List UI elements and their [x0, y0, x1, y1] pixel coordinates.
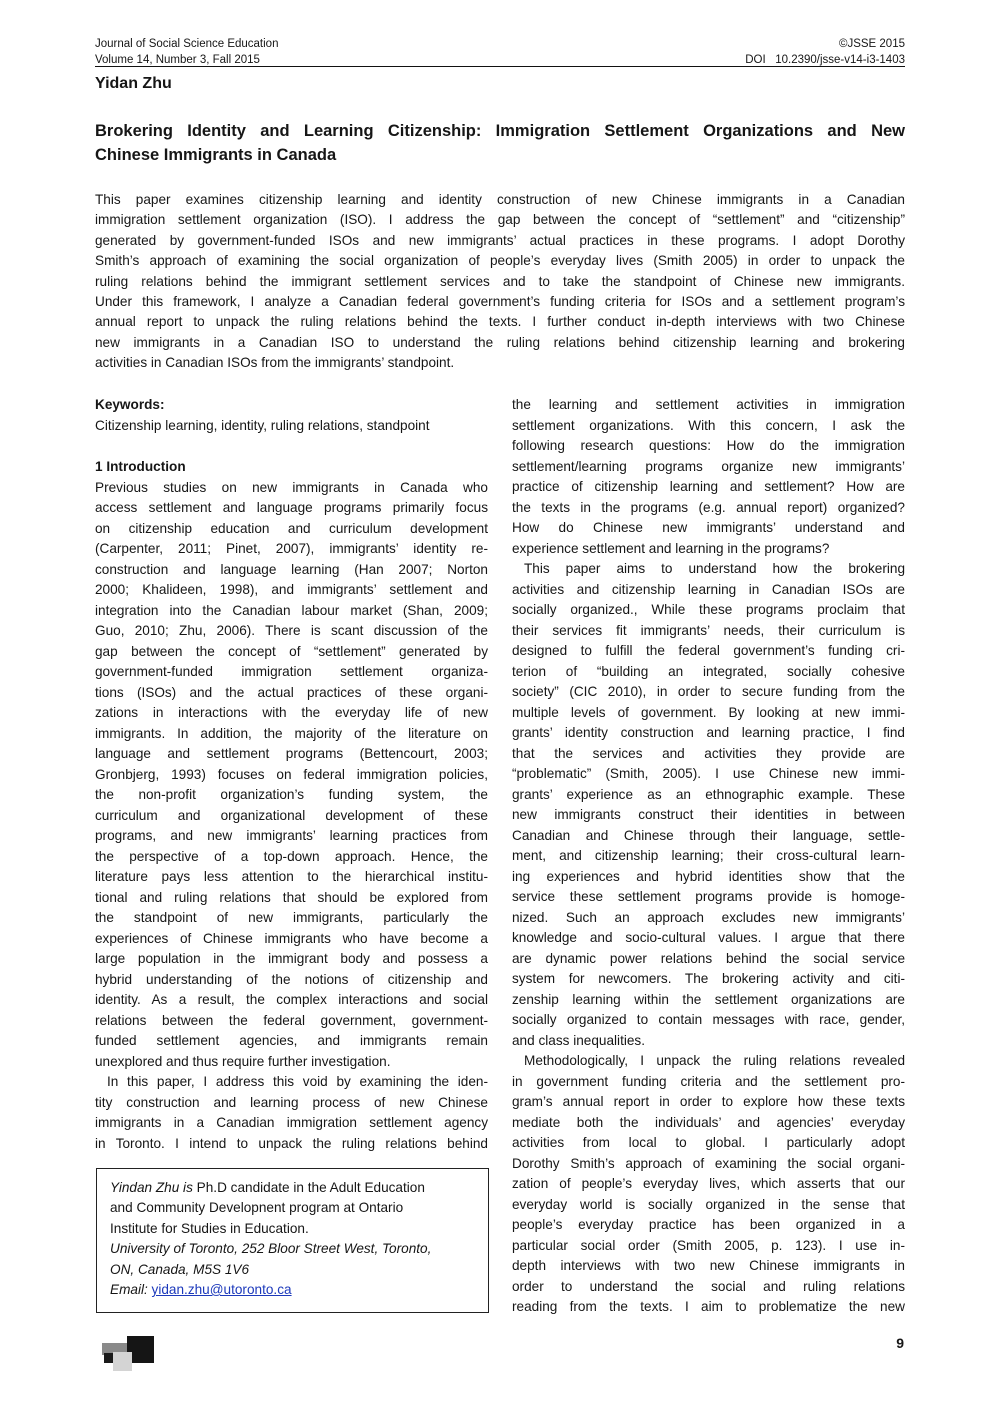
abstract-line: Smith’s approach of examining the social organization of people’s everyday lives (Smith 2005) in order to unpack the	[95, 253, 905, 269]
text-line: immigrants in a Canadian immigration settlement agency	[95, 1115, 488, 1130]
author-info-box	[96, 1168, 489, 1313]
text-line: zation of people’s everyday lives, which asserts that our	[512, 1176, 905, 1191]
text-line: practice of citizenship learning and settlement? How are	[512, 479, 905, 494]
abstract-line: new immigrants in a Canadian ISO to understand the ruling relations behind citizenship learning and brokering	[95, 334, 905, 350]
text-line: identity. As a result, the complex interactions and social	[95, 992, 488, 1007]
text-line: gram’s annual report in order to explore how these texts	[512, 1094, 905, 1109]
text-line: depth interviews with two new Chinese immigrants in	[512, 1258, 905, 1273]
text-line: socially organized., While these programs proclaim that	[512, 602, 905, 617]
text-line: in government funding criteria and the settlement pro-	[512, 1073, 905, 1089]
paragraph	[512, 559, 905, 1051]
text-line: Dorothy Smith’s approach of examining the social organi-	[512, 1155, 905, 1171]
copyright: ©JSSE 2015	[838, 38, 905, 50]
text-line: in Toronto. I intend to unpack the ruling relations behind	[95, 1135, 488, 1151]
abstract-line: annual report to unpack the ruling relations behind the texts. I further conduct in-depth interviews with two Chinese	[95, 314, 905, 330]
left-column	[95, 395, 488, 1154]
text-line: settlement/learning programs organize new immigrants’	[512, 458, 905, 474]
text-line: “problematic” (Smith, 2005). I use Chinese new immi-	[512, 766, 905, 781]
text-line: particular social order (Smith 2005, p. 123). I use in-	[512, 1237, 905, 1253]
text-line: government-funded immigration settlement organiza-	[95, 664, 488, 679]
text-line: access settlement and language programs primarily focus	[95, 500, 488, 515]
text-line: are dynamic power relations behind the social service	[512, 950, 905, 966]
text-line: everyday world is socially organized in the sense that	[512, 1196, 905, 1212]
author-box-name: Yindan Zhu is	[110, 1180, 193, 1195]
paragraph	[512, 395, 905, 559]
text-line: mediate both the individuals’ and agencies’ everyday	[512, 1114, 905, 1130]
abstract-line: immigration settlement organization (ISO). I address the gap between the concept of “settlement” and “citizenship”	[95, 212, 905, 228]
text-line: the texts in the programs (e.g. annual report) organized?	[512, 499, 905, 515]
author-box-line: and Community Developnent program at Ontario	[110, 1200, 404, 1216]
text-line: activities from local to global. I particularly adopt	[512, 1135, 905, 1150]
email-link[interactable]: yidan.zhu@utoronto.ca	[151, 1281, 292, 1297]
text-line: curriculum and organizational development of these	[95, 807, 488, 823]
section-heading-introduction: 1 Introduction	[95, 459, 186, 474]
text-line: This paper aims to understand how the brokering	[524, 561, 905, 576]
author-box-address: ON, Canada, M5S 1V6	[110, 1261, 250, 1277]
text-line: zations in interactions with the everyday life of new	[95, 705, 488, 720]
paragraph	[95, 478, 488, 1073]
paragraph	[95, 1072, 488, 1154]
text-line: multiple levels of government. By looking at new immi-	[512, 704, 905, 720]
email-label: Email:	[110, 1281, 152, 1297]
text-line: 2000; Khalideen, 1998), and immigrants’ settlement and	[95, 582, 488, 597]
text-line: the non-profit organization’s funding system, the	[95, 787, 488, 802]
text-line: system for newcomers. The brokering activity and citi-	[512, 971, 905, 986]
author-name: Yidan Zhu	[95, 75, 172, 92]
text-line: order to understand the social and ruling relations	[512, 1278, 905, 1294]
text-line: settlement organizations. With this concern, I ask the	[512, 417, 905, 433]
text-line: relations between the federal government, government-	[95, 1012, 488, 1028]
text-line: ing experiences and hybrid identities show that the	[512, 868, 905, 884]
author-box-address: University of Toronto, 252 Bloor Street West, Toronto,	[110, 1241, 432, 1257]
text-line: tions (ISOs) and the actual practices of these organi-	[95, 684, 488, 700]
text-line: socially organized to contain messages with race, gender,	[512, 1012, 905, 1027]
page-number: 9	[896, 1335, 904, 1351]
author-box-line: Institute for Studies in Education.	[110, 1220, 309, 1236]
text-line: terion of “building an integrated, socially cohesive	[512, 663, 905, 679]
title-line: Chinese Immigrants in Canada	[95, 146, 337, 164]
text-line: hybrid understanding of the notions of citizenship and	[95, 971, 488, 987]
text-line: the perspective of a top-down approach. Hence, the	[95, 848, 488, 864]
text-line: on citizenship education and curriculum development	[95, 520, 488, 536]
text-line: gap between the concept of “settlement” generated by	[95, 643, 488, 659]
header-rule	[95, 66, 905, 67]
text-line: large population in the immigrant body and possess a	[95, 951, 488, 966]
abstract-line: activities in Canadian ISOs from the immigrants’ standpoint.	[95, 355, 455, 371]
text-line: new immigrants construct their identities in between	[512, 807, 905, 822]
text-line: their services fit immigrants’ needs, their curriculum is	[512, 622, 905, 638]
text-line: zenship learning within the settlement organizations are	[512, 991, 905, 1007]
text-line: literature pays less attention to the hierarchical institu-	[95, 869, 488, 884]
text-line: reading from the texts. I aim to problematize the new	[512, 1299, 905, 1314]
text-line: service these settlement programs provide is homoge-	[512, 889, 905, 904]
text-line: funded settlement agencies, and immigrants remain	[95, 1033, 488, 1048]
keywords-label: Keywords:	[95, 397, 165, 412]
text-line: ment, and citizenship learning; their cross-cultural learn-	[512, 848, 905, 863]
volume-info: Volume 14, Number 3, Fall 2015	[95, 54, 260, 66]
journal-name: Journal of Social Science Education	[95, 38, 279, 50]
paper-title	[95, 119, 905, 167]
text-line: and class inequalities.	[512, 1032, 645, 1048]
text-line: Previous studies on new immigrants in Canada who	[95, 479, 488, 495]
text-line: unexplored and thus require further investigation.	[95, 1053, 391, 1069]
abstract-line: generated by government-funded ISOs and new immigrants’ actual practices in these programs. I adopt Dorothy	[95, 232, 905, 248]
text-line: Canadian and Chinese through their language, settle-	[512, 827, 905, 843]
text-line: grants’ identity construction and learning practice, I find	[512, 725, 905, 740]
text-line: following research questions: How do the immigration	[512, 438, 905, 453]
keywords: Citizenship learning, identity, ruling relations, standpoint	[95, 417, 430, 433]
text-line: that the services and activities they provide are	[512, 745, 905, 761]
title-line: Brokering Identity and Learning Citizenship: Immigration Settlement Organizations and New	[95, 122, 905, 140]
text-line: immigrants. In addition, the majority of the literature on	[95, 725, 488, 741]
logo-block	[113, 1352, 132, 1371]
text-line: integration into the Canadian labour market (Shan, 2009;	[95, 602, 488, 618]
text-line: construction and language learning (Han 2007; Norton	[95, 561, 488, 577]
spacer	[95, 436, 488, 457]
text-line: knowledge and socio-cultural values. I argue that there	[512, 930, 905, 945]
right-column	[512, 395, 905, 1318]
text-line: grants’ experience as an ethnographic example. These	[512, 786, 905, 802]
text-line: people’s everyday practice has been organized in a	[512, 1217, 905, 1232]
text-line: experiences of Chinese immigrants who have become a	[95, 930, 488, 946]
abstract-line: Under this framework, I analyze a Canadian federal government’s funding criteria for ISOs and a settlement program’s	[95, 293, 905, 309]
abstract	[95, 190, 905, 374]
doi: DOI 10.2390/jsse-v14-i3-1403	[745, 54, 905, 66]
text-line: Gronbjerg, 1993) focuses on federal immigration policies,	[95, 766, 488, 782]
running-header-row-1	[95, 36, 905, 52]
text-line: In this paper, I address this void by examining the iden-	[107, 1074, 488, 1089]
text-line: society” (CIC 2010), in order to secure funding from the	[512, 684, 905, 699]
text-line: the standpoint of new immigrants, particularly the	[95, 910, 488, 925]
text-line: Methodologically, I unpack the ruling relations revealed	[524, 1053, 905, 1068]
author-box-position: Ph.D candidate in the Adult Education	[192, 1180, 425, 1195]
paragraph	[512, 1051, 905, 1318]
text-line: experience settlement and learning in the programs?	[512, 540, 830, 556]
text-line: (Carpenter, 2011; Pinet, 2007), immigrants’ identity re-	[95, 541, 488, 556]
text-line: How do Chinese new immigrants’ understand and	[512, 520, 905, 535]
text-line: Guo, 2010; Zhu, 2006). There is scant discussion of the	[95, 623, 488, 638]
text-line: the learning and settlement activities in immigration	[512, 397, 905, 412]
author-box-email-line	[110, 1280, 488, 1300]
abstract-line: ruling relations behind the immigrant settlement services and to take the standpoint of Chinese new immigrants.	[95, 273, 905, 289]
text-line: programs, and new immigrants’ learning practices from	[95, 828, 488, 843]
author-box-line	[110, 1178, 488, 1198]
text-line: tity construction and learning process of new Chinese	[95, 1094, 488, 1110]
abstract-line: This paper examines citizenship learning and identity construction of new Chinese immigrants in a Canadian	[95, 192, 905, 207]
text-line: activities and citizenship learning in Canadian ISOs are	[512, 581, 905, 597]
text-line: designed to fulfill the federal government’s funding cri-	[512, 643, 905, 658]
text-line: language and settlement programs (Bettencourt, 2003;	[95, 746, 488, 761]
text-line: tional and ruling relations that should be explored from	[95, 889, 488, 905]
text-line: nized. Such an approach excludes new immigrants’	[512, 909, 905, 925]
